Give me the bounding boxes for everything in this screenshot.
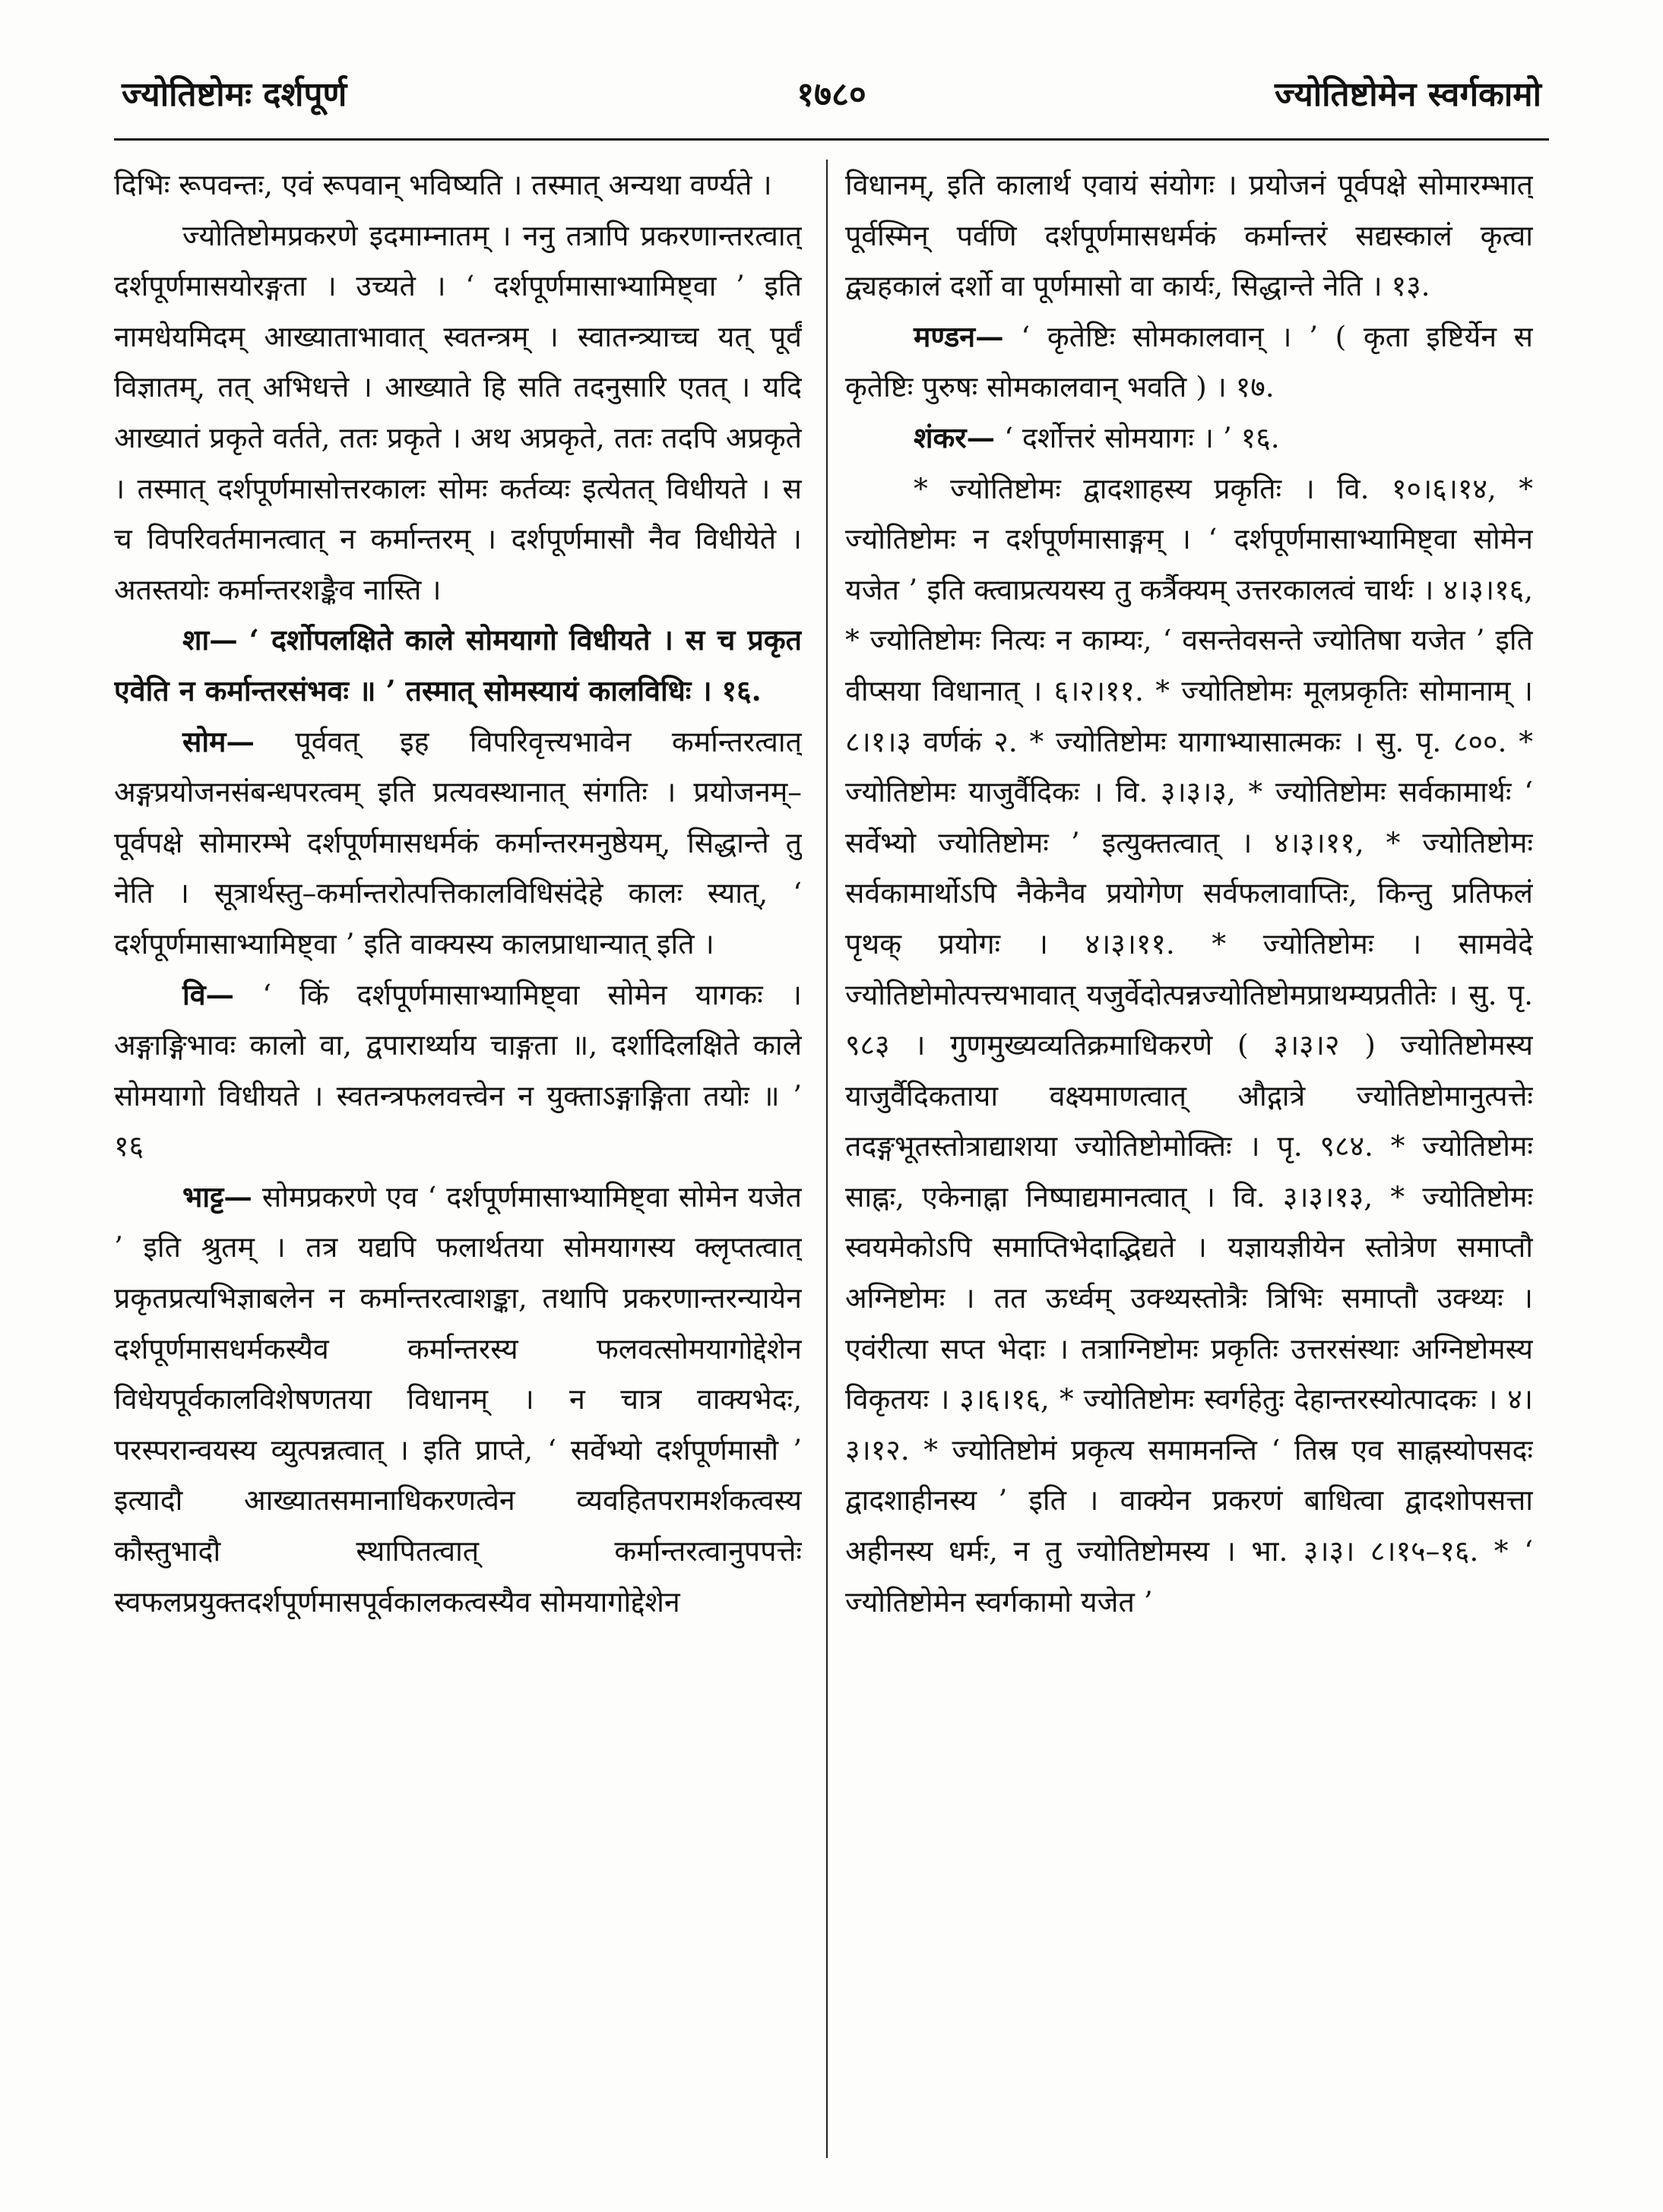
paragraph-text: ‘ दर्शोत्तरं सोमयागः । ’ १६. — [1004, 420, 1280, 454]
paragraph-text: ‘ दर्शोपलक्षिते काले सोमयागो विधीयते । स च प्रकृत एवेति न कर्मान्तरसंभवः ॥ ’ तस्मात् सोमस्यायं कालविधिः । १६. — [114, 623, 802, 707]
column-divider — [826, 160, 828, 2158]
paragraph-text: ‘ कृतेष्टिः सोमकालवान् । ’ ( कृता इष्टिर्येन स कृतेष्टिः पुरुषः सोमकालवान् भवति ) । १७. — [845, 319, 1533, 404]
header-left-entry: ज्योतिष्टोमः दर्शपूर्ण — [122, 75, 347, 114]
header-rule — [114, 138, 1549, 141]
left-column — [114, 160, 802, 2158]
paragraph-text: सोमप्रकरणे एव ‘ दर्शपूर्णमासाभ्यामिष्ट्वा सोमेन यजेत ’ इति श्रुतम् । तत्र यद्यपि फलार्थतया सोमयागस्य क्लृप्तत्वात् प्रकृतप्रत्यभिज्ञाबलेन न कर्मान्तरत्वाशङ्का, तथापि प्रकरणान्तरन्यायेन दर्शपूर्णमासधर्मकस्यैव कर्मान्तरस्य फलवत्सोमयागोद्देशेन विधेयपूर्वकालविशेषणतया विधानम् । न चात्र वाक्यभेदः, परस्परान्वयस्य व्युत्पन्नत्वात् । इति प्राप्ते, ‘ सर्वेभ्यो दर्शपूर्णमासौ ’ इत्यादौ आख्यातसमानाधिकरणत्वेन व्यवहितपरामर्शकत्वस्य कौस्तुभादौ स्थापितत्वात् कर्मान्तरत्वानुपपत्तेः स्वफलप्रयुक्तदर्शपूर्णमासपूर्वकालकत्वस्यैव सोमयागोद्देशेन — [114, 1179, 802, 1619]
commentator-label: शा— — [182, 623, 238, 657]
right-column — [845, 160, 1533, 2158]
paragraph — [845, 464, 1533, 1628]
paragraph — [114, 1172, 802, 1627]
paragraph-text: विधानम्, इति कालार्थ एवायं संयोगः । प्रयोजनं पूर्वपक्षे सोमारम्भात् पूर्वस्मिन् पर्वणि दर्शपूर्णमासधर्मकं कर्मान्तरं सद्यस्कालं कृत्वा द्व्यहकालं दर्शो वा पूर्णमासो वा कार्यः, सिद्धान्ते नेति । १३. — [845, 168, 1533, 303]
paragraph-text: दिभिः रूपवन्तः, एवं रूपवान् भविष्यति । तस्मात् अन्यथा वर्ण्यते । — [114, 168, 772, 201]
paragraph — [114, 717, 802, 970]
paragraph — [845, 160, 1533, 312]
paragraph — [114, 970, 802, 1172]
commentator-label: मण्डन— — [914, 319, 1004, 353]
commentator-label: शंकर— — [914, 420, 996, 454]
paragraph — [114, 615, 802, 716]
paragraph-text: * ज्योतिष्टोमः द्वादशाहस्य प्रकृतिः । वि. १०।६।१४, * ज्योतिष्टोमः न दर्शपूर्णमासाङ्गम् । ‘ दर्शपूर्णमासाभ्यामिष्ट्वा सोमेन यजेत ’ इति क्त्वाप्रत्ययस्य तु कर्त्रैक्यम् उत्तरकालत्वं चार्थः । ४।३।१६, * ज्योतिष्टोमः नित्यः न काम्यः, ‘ वसन्तेवसन्ते ज्योतिषा यजेत ’ इति वीप्सया विधानात् । ६।२।११. * ज्योतिष्टोमः मूलप्रकृतिः सोमानाम् । ८।१।३ वर्णकं २. * ज्योतिष्टोमः यागाभ्यासात्मकः । सु. पृ. ८००. * ज्योतिष्टोमः याजुर्वैदिकः । वि. ३।३।३, * ज्योतिष्टोमः सर्वकामार्थः ‘ सर्वेभ्यो ज्योतिष्टोमः ’ इत्युक्तत्वात् । ४।३।११, * ज्योतिष्टोमः सर्वकामार्थोऽपि नैकेनैव प्रयोगेण सर्वफलावाप्तिः, किन्तु प्रतिफलं पृथक् प्रयोगः । ४।३।११. * ज्योतिष्टोमः । सामवेदे ज्योतिष्टोमोत्पत्त्यभावात् यजुर्वेदोत्पन्नज्योतिष्टोमप्राथम्यप्रतीतेः । सु. पृ. ९८३ । गुणमुख्यव्यतिक्रमाधिकरणे ( ३।३।२ ) ज्योतिष्टोमस्य याजुर्वैदिकताया वक्ष्यमाणत्वात् औद्गात्रे ज्योतिष्टोमानुत्पत्तेः तदङ्गभूतस्तोत्राद्याशया ज्योतिष्टोमोक्तिः । पृ. ९८४. * ज्योतिष्टोमः साह्नः, एकेनाह्ना निष्पाद्यमानत्वात् । वि. ३।३।१३, * ज्योतिष्टोमः स्वयमेकोऽपि समाप्तिभेदाद्भिद्यते । यज्ञायज्ञीयेन स्तोत्रेण समाप्तौ अग्निष्टोमः । तत ऊर्ध्वम् उक्थ्यस्तोत्रैः त्रिभिः समाप्तौ उक्थ्यः । एवंरीत्या सप्त भेदाः । तत्राग्निष्टोमः प्रकृतिः उत्तरसंस्थाः अग्निष्टोमस्य विकृतयः । ३।६।१६, * ज्योतिष्टोमः स्वर्गहेतुः देहान्तरस्योत्पादकः । ४।३।१२. * ज्योतिष्टोमं प्रकृत्य समामनन्ति ‘ तिस्र एव साह्नस्योपसदः द्वादशाहीनस्य ’ इति । वाक्येन प्रकरणं बाधित्वा द्वादशोपसत्ता अहीनस्य धर्मः, न तु ज्योतिष्टोमस्य । भा. ३।३। ८।१५–१६. * ‘ ज्योतिष्टोमेन स्वर्गकामो यजेत ’ — [845, 471, 1533, 1619]
paragraph-text: पूर्ववत् इह विपरिवृत्त्यभावेन कर्मान्तरत्वात् अङ्गप्रयोजनसंबन्धपरत्वम् इति प्रत्यवस्थानात् संगतिः । प्रयोजनम्– पूर्वपक्षे सोमारम्भे दर्शपूर्णमासधर्मकं कर्मान्तरमनुष्ठेयम्, सिद्धान्ते तु नेति । सूत्रार्थस्तु–कर्मान्तरोत्पत्तिकालविधिसंदेहे कालः स्यात्, ‘ दर्शपूर्णमासाभ्यामिष्ट्वा ’ इति वाक्यस्य कालप्राधान्यात् इति । — [114, 724, 802, 960]
running-header — [122, 62, 1541, 131]
commentator-label: वि— — [182, 977, 235, 1011]
commentator-label: भाट्ट— — [182, 1179, 252, 1214]
page-number: १७८० — [797, 75, 866, 114]
paragraph — [114, 160, 802, 210]
paragraph — [845, 413, 1533, 464]
paragraph-text: ज्योतिष्टोमप्रकरणे इदमाम्नातम् । ननु तत्रापि प्रकरणान्तरत्वात् दर्शपूर्णमासयोरङ्गता । उच्यते । ‘ दर्शपूर्णमासाभ्यामिष्ट्वा ’ इति नामधेयमिदम् आख्याताभावात् स्वतन्त्रम् । स्वातन्त्र्याच्च यत् पूर्वं विज्ञातम्, तत् अभिधत्ते । आख्याते हि सति तदनुसारि एतत् । यदि आख्यातं प्रकृते वर्तते, ततः प्रकृते । अथ अप्रकृते, ततः तदपि अप्रकृते । तस्मात् दर्शपूर्णमासोत्तरकालः सोमः कर्तव्यः इत्येतत् विधीयते । स च विपरिवर्तमानत्वात् न कर्मान्तरम् । दर्शपूर्णमासौ नैव विधीयेते । अतस्तयोः कर्मान्तरशङ्कैव नास्ति । — [114, 218, 802, 606]
paragraph — [845, 312, 1533, 413]
paragraph — [114, 210, 802, 615]
header-right-entry: ज्योतिष्टोमेन स्वर्गकामो — [1275, 75, 1541, 114]
commentator-label: सोम— — [182, 724, 255, 758]
paragraph-text: ‘ किं दर्शपूर्णमासाभ्यामिष्ट्वा सोमेन यागकः । अङ्गाङ्गिभावः कालो वा, द्वपारार्थ्याय चाङ्गता ॥, दर्शादिलक्षिते काले सोमयागो विधीयते । स्वतन्त्रफलवत्त्वेन न युक्ताऽङ्गाङ्गिता तयोः ॥ ’ १६ — [114, 977, 802, 1163]
